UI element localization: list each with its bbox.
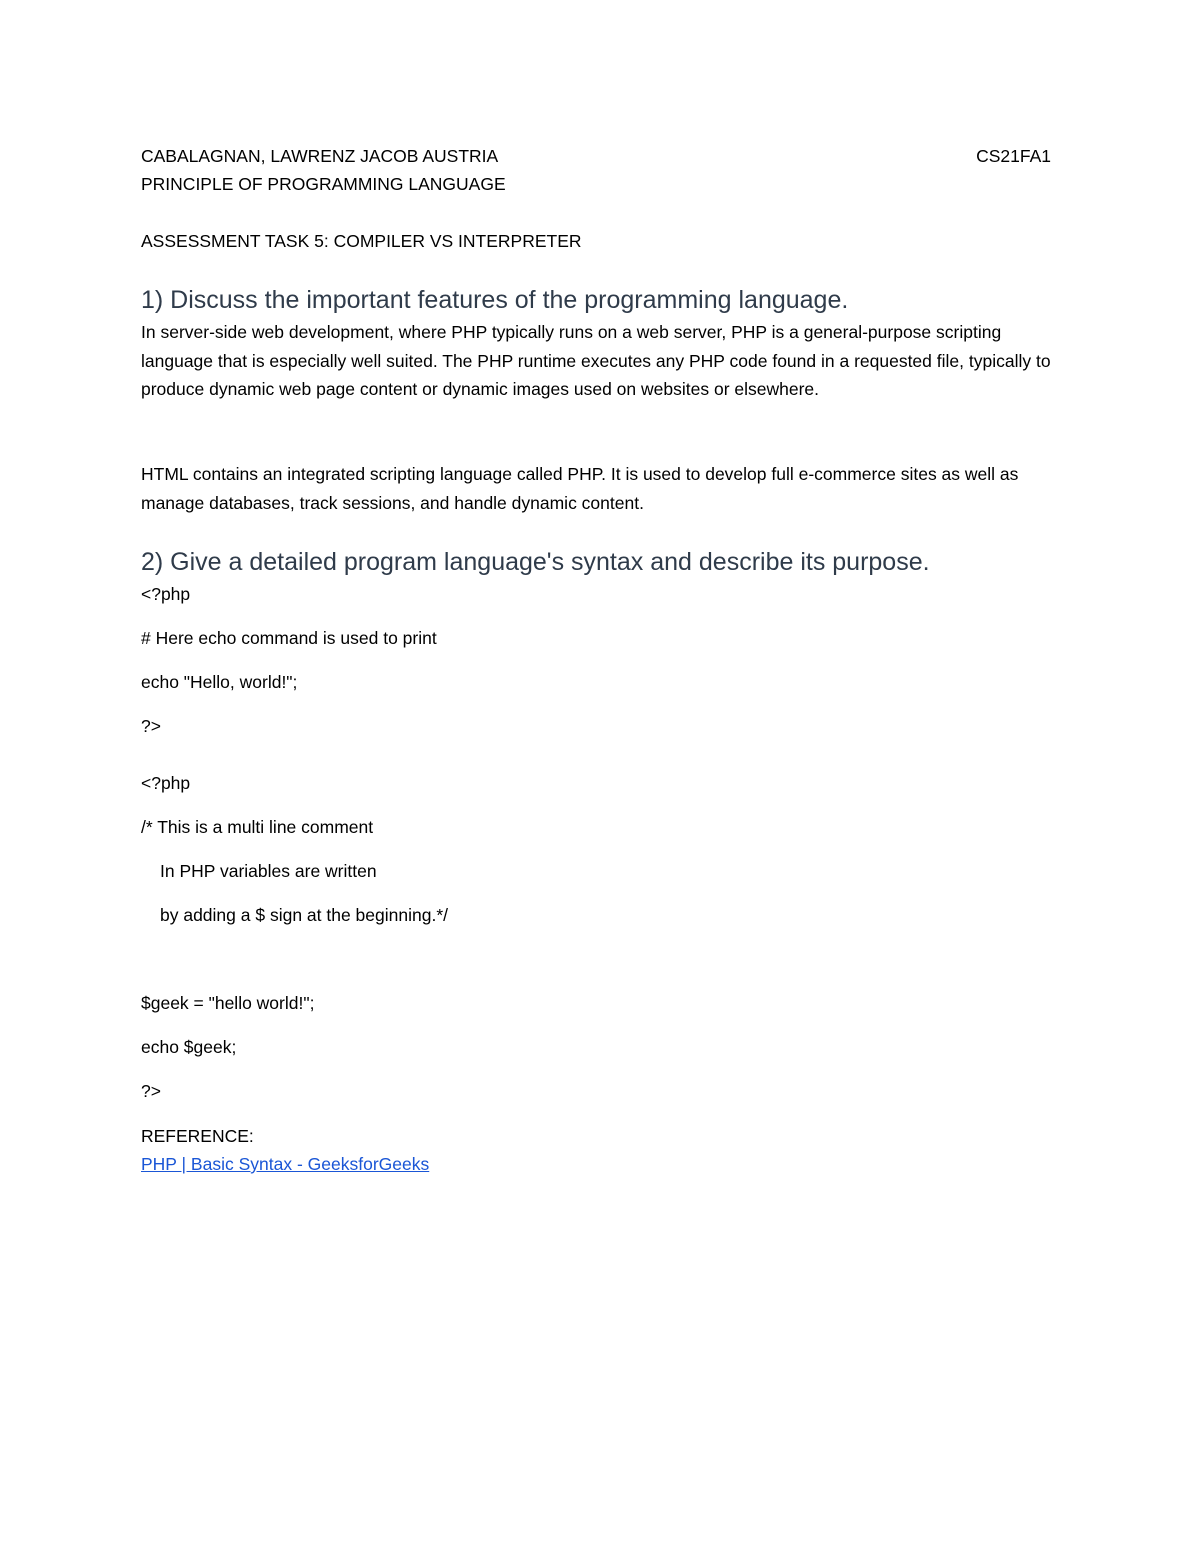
reference-link[interactable]: PHP | Basic Syntax - GeeksforGeeks: [141, 1154, 430, 1174]
course-title: PRINCIPLE OF PROGRAMMING LANGUAGE: [141, 174, 506, 194]
task-title: ASSESSMENT TASK 5: COMPILER VS INTERPRETER: [141, 231, 582, 251]
code-line: by adding a $ sign at the beginning.*/: [160, 905, 448, 925]
code-line: $geek = "hello world!";: [141, 993, 315, 1013]
question1-paragraph1: In server-side web development, where PHP typically runs on a web server, PHP is a general-purpose scripting language that is especially well suited. The PHP runtime executes any PHP code found in a requested file, typically to produce dynamic web page content or dynamic images used on websites or elsewhere.: [141, 322, 1051, 399]
question2-heading: 2) Give a detailed program language's syntax and describe its purpose.: [141, 548, 930, 576]
code-line: echo $geek;: [141, 1037, 237, 1057]
section-code: CS21FA1: [976, 146, 1051, 166]
author-name: CABALAGNAN, LAWRENZ JACOB AUSTRIA: [141, 146, 499, 166]
code-line: /* This is a multi line comment: [141, 817, 374, 837]
code-line: ?>: [141, 716, 161, 736]
code-line: echo "Hello, world!";: [141, 672, 298, 692]
code-line: # Here echo command is used to print: [141, 628, 437, 648]
question1-paragraph2: HTML contains an integrated scripting language called PHP. It is used to develop full e-commerce sites as well as manage databases, track sessions, and handle dynamic content.: [141, 464, 1019, 513]
reference-label: REFERENCE:: [141, 1126, 254, 1146]
code-line: In PHP variables are written: [160, 861, 377, 881]
question1-heading: 1) Discuss the important features of the programming language.: [141, 286, 849, 314]
code-line: ?>: [141, 1081, 161, 1101]
code-line: <?php: [141, 584, 191, 604]
code-line: <?php: [141, 773, 191, 793]
